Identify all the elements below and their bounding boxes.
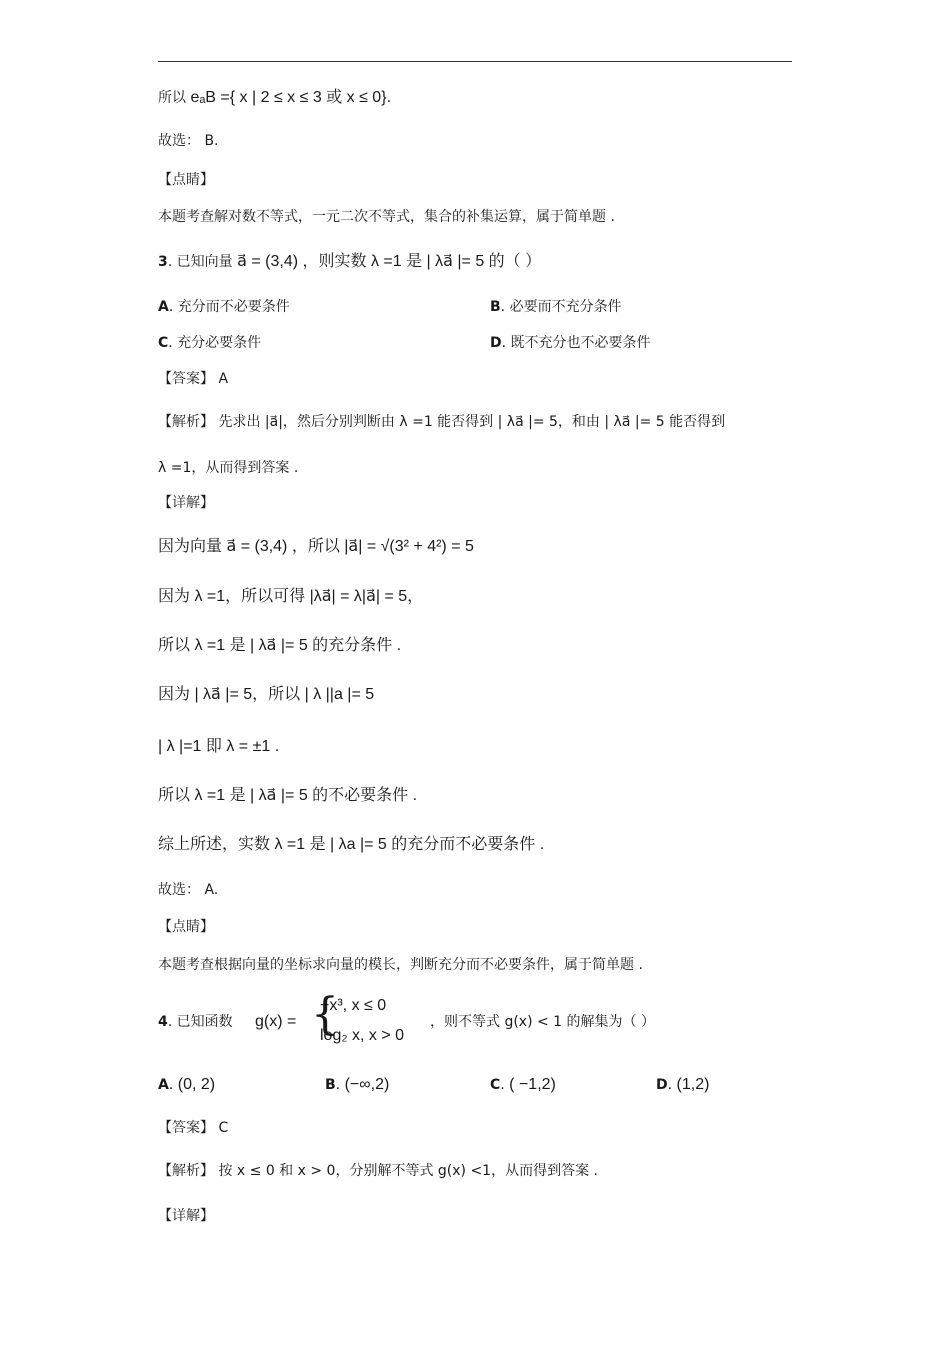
- option-text: . (1,2): [667, 1076, 710, 1093]
- option-label: A: [158, 1077, 169, 1093]
- detail-line: 所以 λ =1 是 | λa⃗ |= 5 的不必要条件 .: [158, 787, 418, 804]
- detail-line: 因为向量 a⃗ = (3,4) ，所以 |a⃗| = √(3² + 4²) = 5: [158, 538, 474, 555]
- option-c: [490, 1075, 556, 1095]
- text-line: 本题考查根据向量的坐标求向量的模长，判断充分而不必要条件，属于简单题 .: [158, 957, 643, 973]
- option-text: . 充分必要条件: [168, 335, 262, 351]
- option-b: [490, 297, 622, 317]
- option-label: D: [490, 335, 502, 351]
- option-label: B: [490, 299, 501, 315]
- option-d: [656, 1075, 709, 1095]
- section-heading: 【点睛】: [158, 919, 214, 935]
- brace-icon: {: [311, 989, 339, 1040]
- detail-line: | λ |=1 即 λ = ±1 .: [158, 738, 280, 755]
- option-label: A: [158, 299, 169, 315]
- piecewise-case: −x³, x ≤ 0: [320, 997, 387, 1014]
- option-c: [158, 333, 261, 353]
- text: 所以: [158, 90, 191, 106]
- math-expression: eₐB ={ x | 2 ≤ x ≤ 3 或 x ≤ 0}: [190, 89, 387, 106]
- math-expression: a⃗ = (3,4) ，则实数 λ =1 是 | λa⃗ |= 5 的（ ）: [237, 253, 542, 270]
- detail-line: 所以 λ =1 是 | λa⃗ |= 5 的充分条件 .: [158, 637, 402, 654]
- option-text: . 充分而不必要条件: [168, 299, 290, 315]
- option-label: C: [490, 1077, 501, 1093]
- option-label: C: [158, 335, 169, 351]
- analysis-line: 【解析】 先求出 |a⃗|，然后分别判断由 λ =1 能否得到 | λa⃗ |= 5，和由 | λa⃗ |= 5 能否得到: [158, 414, 726, 430]
- text: . 已知函数: [167, 1014, 233, 1030]
- option-text: . 必要而不充分条件: [500, 299, 622, 315]
- section-heading: 【点睛】: [158, 172, 214, 188]
- detail-line: 因为 | λa⃗ |= 5，所以 | λ ||a |= 5: [158, 686, 375, 703]
- section-heading: 【详解】: [158, 495, 214, 511]
- piecewise-case: log₂ x, x > 0: [320, 1027, 405, 1044]
- option-text: . ( −1,2): [500, 1076, 556, 1093]
- option-a: [158, 297, 290, 317]
- option-label: D: [656, 1077, 668, 1093]
- question-number: 4: [158, 1014, 168, 1030]
- text-line: 故选： A.: [158, 882, 219, 898]
- analysis-line: 【解析】 按 x ≤ 0 和 x > 0，分别解不等式 g(x) <1，从而得到答案 .: [158, 1163, 598, 1179]
- analysis-line: λ =1，从而得到答案 .: [158, 460, 299, 476]
- option-label: B: [325, 1077, 336, 1093]
- question-tail: ，则不等式 g(x) < 1 的解集为（ ）: [430, 1014, 655, 1030]
- option-d: [490, 333, 651, 353]
- question-4: [158, 1012, 233, 1032]
- option-text: . 既不充分也不必要条件: [501, 335, 651, 351]
- question-3: [158, 252, 541, 272]
- detail-line: 综上所述，实数 λ =1 是 | λa |= 5 的充分而不必要条件 .: [158, 836, 545, 853]
- option-a: [158, 1075, 215, 1095]
- option-text: . (−∞,2): [335, 1076, 390, 1093]
- detail-line: 因为 λ =1，所以可得 |λa⃗| = λ|a⃗| = 5，: [158, 588, 424, 605]
- section-heading: 【详解】: [158, 1208, 214, 1224]
- text-line: 本题考查解对数不等式，一元二次不等式，集合的补集运算，属于简单题 .: [158, 209, 615, 225]
- answer-line: 【答案】 C: [158, 1120, 229, 1136]
- answer-line: 【答案】 A: [158, 371, 229, 387]
- option-text: . (0, 2): [168, 1076, 216, 1093]
- question-number: 3: [158, 254, 168, 270]
- text: .: [386, 90, 392, 106]
- function-name: g(x) =: [255, 1013, 297, 1030]
- text-line: 故选： B.: [158, 133, 219, 149]
- text: . 已知向量: [167, 254, 238, 270]
- text-line: [158, 88, 391, 108]
- header-rule: [158, 61, 792, 62]
- option-b: [325, 1075, 389, 1095]
